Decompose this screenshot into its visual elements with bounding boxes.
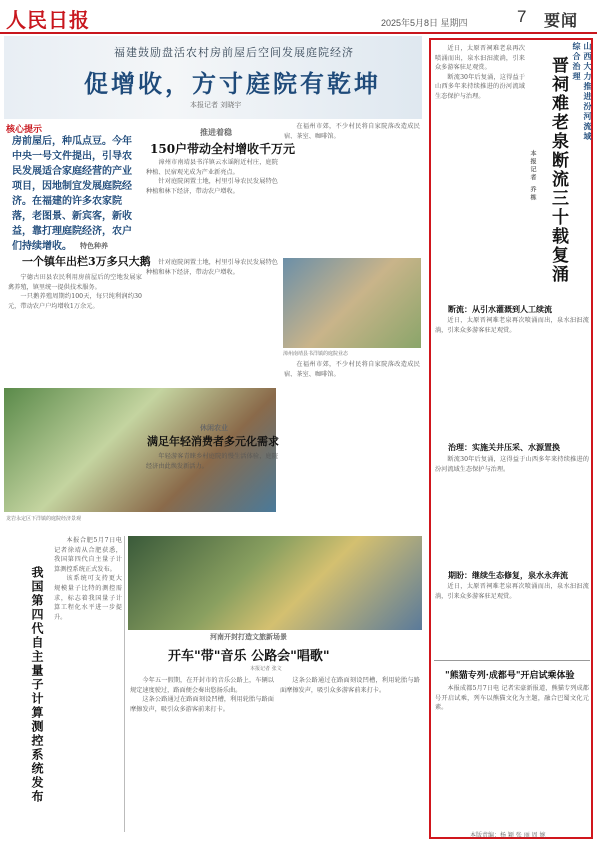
article4-title: 我国第四代自主量子计算测控系统发布 (30, 566, 44, 804)
article2-title: 一个镇年出栏3万多只大鹅 (22, 255, 151, 268)
article5-title: 开车"带"音乐 公路会"唱歌" (168, 649, 330, 664)
lead-banner (4, 36, 422, 119)
right-title: 晋祠难老泉断流三十载复涌 (548, 56, 568, 284)
banner-byline: 本报记者 刘晓宇 (190, 101, 242, 109)
masthead-logo: 人民日报 (6, 8, 90, 32)
right-body-intro (435, 44, 525, 254)
intro-label: 核心提示 (6, 125, 43, 135)
right-p1-cont: 近日，太原晋祠难老泉再次喷涌而出，泉水汩汩流淌，引来众多游客驻足观赏。 (435, 317, 589, 334)
right-p2: 断流30年后复涌，这得益于山西多年来持续推进的汾河流域生态保护与治理。 (435, 73, 525, 100)
article2-body (8, 273, 142, 383)
article3-p2: 年轻游客青睐乡村庭院的慢生活体验，庭院经济由此焕发新活力。 (146, 453, 278, 470)
right-sec3: 期盼：继续生态修复，泉水永奔流 (448, 570, 568, 580)
article3-p1: 在福州市郊，不少村民将自家院落改造成民宿、茶室、咖啡馆。 (284, 123, 420, 140)
article1-body (146, 158, 278, 248)
article2-p1: 宁德古田县农民利用房前屋后的空地发展家禽养殖，镇里统一提供技术服务。 (8, 274, 142, 291)
article5-p2: 这条公路通过在路面刻设凹槽，利用轮胎与路面摩擦发声，吸引众多游客前来打卡。 (130, 696, 274, 713)
article3-title: 满足年轻消费者多元化需求 (147, 435, 279, 448)
article1-p1: 漳州市南靖县书洋镇云水谣附近村庄，庭院种植、民宿观光成为产业新亮点。 (146, 159, 278, 176)
article5-kicker: 河南开封打造文旅新场景 (210, 632, 287, 641)
right-sec1: 断流：从引水灌溉到人工续流 (448, 304, 552, 314)
village-photo (283, 258, 421, 348)
article5-byline: 本报记者 张文 (250, 666, 282, 672)
page-number: 7 (517, 7, 527, 26)
article2-kicker: 特色种养 (80, 241, 108, 250)
column-divider (124, 536, 125, 832)
header-rule (0, 32, 597, 34)
right-sec2: 治理：实施关井压采、水源置换 (448, 442, 560, 452)
article5-p2-cont: 这条公路通过在路面刻设凹槽，利用轮胎与路面摩擦发声，吸引众多游客前来打卡。 (280, 677, 420, 694)
footer-note: 本版责编：杨 颖 张 丽 周 婉 (470, 832, 546, 839)
article4-p1: 本报合肥5月7日电 记者徐靖从合肥获悉，我国第四代自主量子计算测控系统正式发布。 (54, 537, 122, 573)
article1-p2-cont: 针对庭院闲置土地，村里引导农民发展特色种植和林下经济，带动农户增收。 (146, 259, 278, 276)
right-body-2 (435, 455, 589, 569)
article4-p2: 该系统可支持更大规模量子比特的测控需求，标志着我国量子计算工程化水平进一步提升。 (54, 575, 122, 621)
article5-p1: 今年五一假期，在开封市的音乐公路上，车辆以规定速度驶过，路面便会奏出悠扬乐曲。 (130, 677, 274, 694)
article2-body-cont (146, 258, 278, 388)
right-bottom-p1: 本报成都5月7日电 记者宋豪新报道，熊猫专列成都号开启试乘，列车以熊猫文化为主题，融合巴蜀文化元素。 (435, 685, 589, 712)
banner-title: 促增收，方寸庭院有乾坤 (84, 69, 381, 98)
right-bottom-title: "熊猫专列·成都号"开启试乘体验 (445, 671, 575, 681)
right-divider (434, 660, 590, 661)
page-header (0, 0, 597, 32)
article1-body-cont (284, 122, 420, 242)
issue-date: 2025年5月8日 星期四 (381, 18, 468, 28)
article5-body (130, 676, 274, 826)
section-name: 要闻 (544, 11, 579, 30)
article1-title: 150户带动全村增收千万元 (150, 142, 296, 156)
right-byline: 本报记者 乔栋 (529, 150, 536, 203)
banner-subtitle: 福建鼓励盘活农村房前屋后空间发展庭院经济 (114, 46, 354, 59)
right-p3: 近日，太原晋祠难老泉再次喷涌而出，泉水汩汩流淌，引来众多游客驻足观赏。 (435, 583, 589, 600)
right-subtitle: 山西大力推进汾河流域综合治理 (572, 42, 593, 142)
right-body-1 (435, 316, 589, 441)
village-photo-caption: 漳州南靖县书洋镇的庭院业态 (283, 351, 349, 357)
article3-body (146, 452, 278, 532)
article2-p2: 一只鹅养殖周期约100天，每只纯利润约30元，带动农户户均增收1万余元。 (8, 293, 142, 310)
article3-kicker: 休闲农业 (200, 423, 228, 432)
article5-body-cont (280, 676, 420, 826)
article1-p2: 针对庭院闲置土地，村里引导农民发展特色种植和林下经济，带动农户增收。 (146, 178, 278, 195)
right-p1: 近日，太原晋祠难老泉再次喷涌而出，泉水汩汩流淌，引来众多游客驻足观赏。 (435, 45, 525, 72)
article3-p1-cont: 在福州市郊，不少村民将自家院落改造成民宿、茶室、咖啡馆。 (284, 361, 420, 378)
right-p2-cont: 断流30年后复涌，这得益于山西多年来持续推进的汾河流域生态保护与治理。 (435, 456, 589, 473)
intro-text: 房前屋后，种瓜点豆。今年中央一号文件提出，引导农民发展适合家庭经营的产业项目，因地制宜发展庭院经济。在福建的许多农家院落，老图景、新宾客，新收益，靠打理庭院经济，农户们持续增收。 (12, 136, 132, 252)
right-bottom-body (435, 684, 589, 829)
music-road-photo (128, 536, 422, 630)
countryside-photo-caption: 龙岩永定区下洋镇的庭院经济景观 (6, 516, 82, 522)
article3-body-cont (284, 360, 420, 530)
article4-body (54, 536, 122, 826)
right-body-3 (435, 582, 589, 660)
article1-kicker: 推进着稳 (200, 127, 232, 137)
